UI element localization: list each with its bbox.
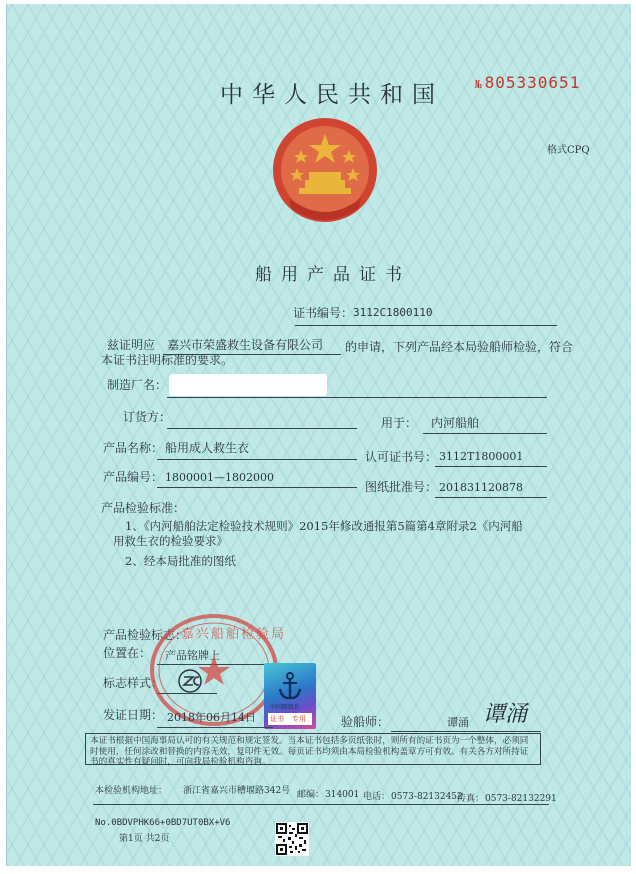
surveyor-label: 验船师： (341, 715, 390, 729)
orderer-underline (167, 428, 357, 429)
standards-item2: 2、经本局批准的图纸 (125, 554, 236, 568)
national-emblem-icon (269, 114, 381, 226)
format-code: 格式CPQ (547, 145, 590, 156)
phone-label: 电话： (363, 792, 391, 802)
postcode-value: 314001 (325, 790, 360, 800)
orderer-label: 订货方： (123, 410, 172, 424)
seal-text: 嘉兴船舶检验局 (181, 627, 287, 642)
hologram-sticker (264, 663, 316, 729)
issue-date-label: 发证日期： (103, 708, 164, 722)
authority-address: 浙江省嘉兴市槽堰路342号 (183, 786, 291, 796)
notice-box: 本证书根据中国海事局认可的有关规范和规定签发。当本证书包括多页纸张时，则所有的证书页为一个整体，必须同时使用，任何涂改和替换的内容无效，复印件无效。每页证书均须由本局检验机构盖章方可有效。有关各方对所持证书的真实性有疑问时，可向我局检验机构咨询。 (85, 733, 541, 765)
address-underline (93, 804, 549, 805)
postcode-label: 邮编： (297, 790, 325, 800)
cert-no-label: 证书编号： (293, 306, 354, 320)
intro-label: 兹证明应 (107, 338, 156, 352)
surveyor-name: 谭涌 (447, 716, 469, 729)
manufacturer-label: 制造厂名： (107, 378, 168, 392)
authority-org-label: 本检验机构地址： (95, 786, 168, 796)
badge-left-text: 证书 (270, 715, 284, 723)
fax-value: 0573-82132291 (485, 794, 557, 804)
document-id: No.0BDVPHK66+0BD7UT0BX+V6 (95, 818, 231, 828)
serial-value: 805330651 (484, 73, 581, 92)
marking-position-label: 位置在： (103, 646, 152, 660)
surveyor-signature: 谭涌 (483, 702, 528, 727)
badge-strip (268, 713, 312, 725)
marking-position-value: 产品铭牌上 (165, 649, 220, 662)
qr-code-icon (275, 822, 309, 856)
used-for-value: 内河船舶 (431, 416, 480, 430)
drawing-no-label: 图纸批准号： (365, 480, 438, 494)
intro-tail: 的申请，下列产品经本局验船师检验，符合 (345, 340, 574, 354)
country-title: 中华人民共和国 (220, 82, 444, 108)
certificate-page (6, 4, 631, 866)
used-for-underline (423, 433, 547, 434)
product-no-value: 1800001—1802000 (165, 471, 274, 484)
redacted-manufacturer (169, 374, 327, 396)
product-no-underline (157, 487, 357, 488)
serial-prefix: № (475, 78, 483, 91)
cert-no-underline (295, 325, 557, 326)
page-indicator: 第1页 共2页 (119, 834, 170, 844)
fax-label: 传真： (457, 794, 485, 804)
product-name-underline (157, 459, 357, 460)
approval-no-label: 认可证书号： (365, 450, 438, 464)
applicant-name: 嘉兴市荣盛救生设备有限公司 (167, 338, 324, 352)
standards-item1-line2: 用救生衣的检验要求》 (113, 534, 228, 548)
marking-style-label: 标志样式： (103, 676, 164, 690)
issue-date-value: 2018年06月14日 (167, 711, 256, 724)
product-name-label: 产品名称： (103, 441, 164, 455)
anchor-icon (277, 671, 303, 701)
drawing-no-underline (435, 497, 547, 498)
intro-line2: 本证书注明标准的要求。 (101, 353, 234, 367)
marking-label: 产品检验标志： (103, 628, 188, 642)
issue-date-underline (157, 727, 273, 728)
standards-item1-line1: 1、《内河船舶法定检验技术规则》2015年修改通报第5篇第4章附录2《内河船 (125, 519, 523, 533)
used-for-label: 用于： (381, 416, 418, 430)
badge-right-text: 专用 (292, 715, 306, 723)
serial-number (475, 73, 581, 92)
manufacturer-underline (167, 397, 547, 398)
badge-top-text: 中国船级社 (270, 704, 301, 711)
product-name-value: 船用成人救生衣 (165, 441, 250, 455)
product-no-label: 产品编号： (103, 470, 164, 484)
cert-no-value: 3112C1800110 (353, 306, 433, 319)
phone-value: 0573-82132452 (391, 792, 463, 802)
approval-no-value: 3112T1800001 (439, 450, 524, 463)
standards-label: 产品检验标准： (101, 501, 186, 515)
approval-no-underline (435, 466, 547, 467)
surveyor-underline (391, 731, 541, 732)
drawing-no-value: 201831120878 (439, 481, 523, 494)
certificate-title: 船用产品证书 (255, 265, 411, 285)
